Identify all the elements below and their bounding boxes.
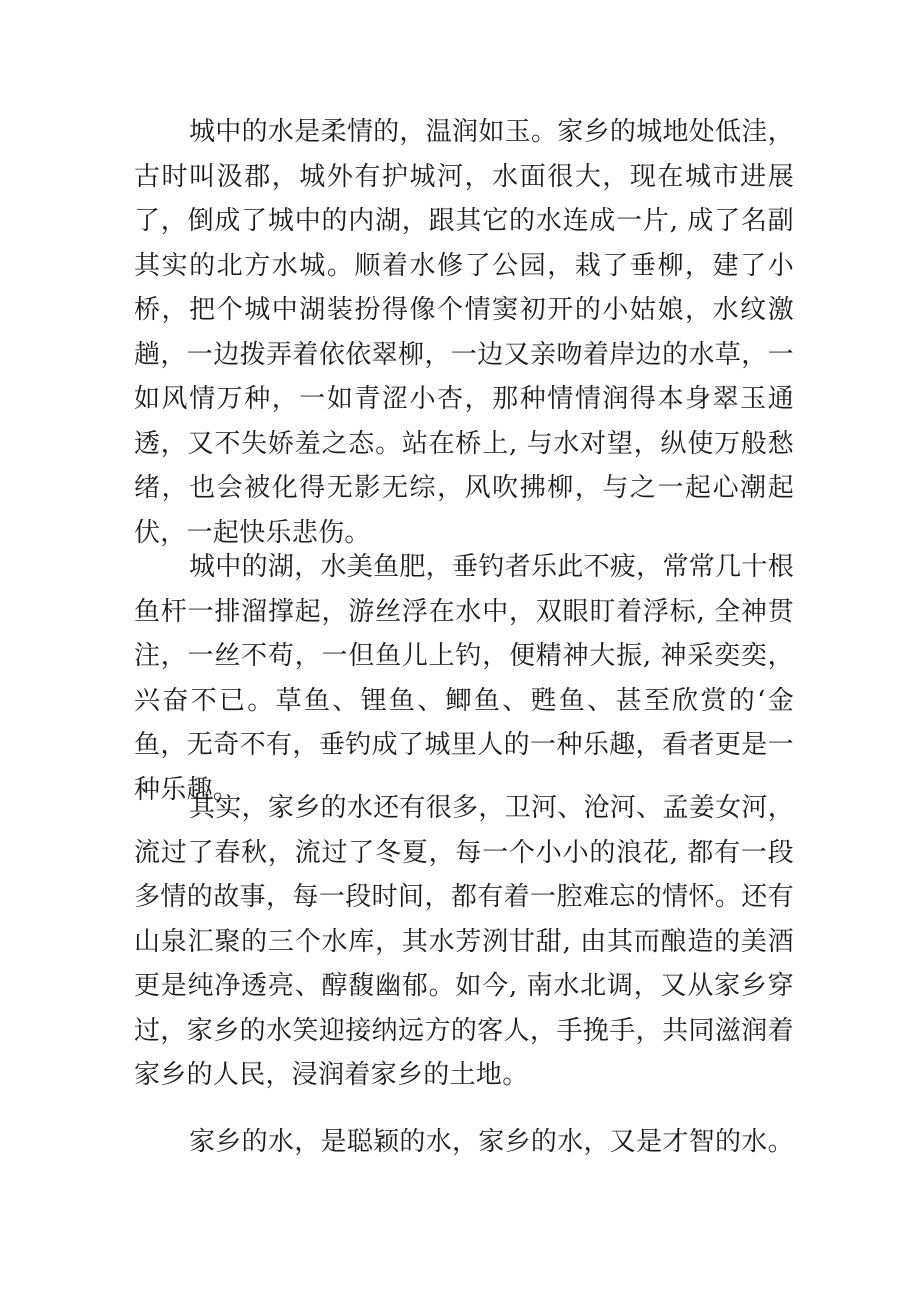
paragraph: 其实，家乡的水还有很多，卫河、沧河、孟姜女河，流过了春秋，流过了冬夏，每一个小小的浪花, 都有一段多情的故事，每一段时间，都有着一腔难忘的情怀。还有山泉汇聚的三个水库，其水芳洌甘甜, 由其而酿造的美酒更是纯净透亮、醇馥幽郁。如今, 南水北调，又从家乡穿过，家乡的水笑迎接纳远方的客人，手挽手，共同滋润着家乡的人民，浸润着家乡的土地。 <box>134 793 794 1090</box>
paragraph: 家乡的水，是聪颖的水，家乡的水，又是才智的水。 <box>189 1127 794 1157</box>
paragraph: 城中的湖，水美鱼肥，垂钓者乐此不疲，常常几十根鱼杆一排溜撑起，游丝浮在水中，双眼盯着浮标, 全神贯注，一丝不苟，一但鱼儿上钓，便精神大振, 神采奕奕，兴奋不已。草鱼、锂鱼、鲫鱼、甦鱼、甚至欣赏的‘金鱼，无奇不有，垂钓成了城里人的一种乐趣，看者更是一种乐趣。 <box>134 552 794 805</box>
paragraph: 城中的水是柔情的，温润如玉。家乡的城地处低洼，古时叫汲郡，城外有护城河，水面很大，现在城市进展了，倒成了城中的内湖，跟其它的水连成一片, 成了名副其实的北方水城。顺着水修了公园，栽了垂柳，建了小桥，把个城中湖装扮得像个情窦初开的小姑娘，水纹激趟，一边拨弄着依依翠柳，一边又亲吻着岸边的水草，一如风情万种，一如青涩小杏，那种情情润得本身翠玉通透，又不失娇羞之态。站在桥上, 与水对望，纵使万般愁绪，也会被化得无影无综，风吹拂柳，与之一起心潮起伏，一起快乐悲伤。 <box>134 117 794 548</box>
